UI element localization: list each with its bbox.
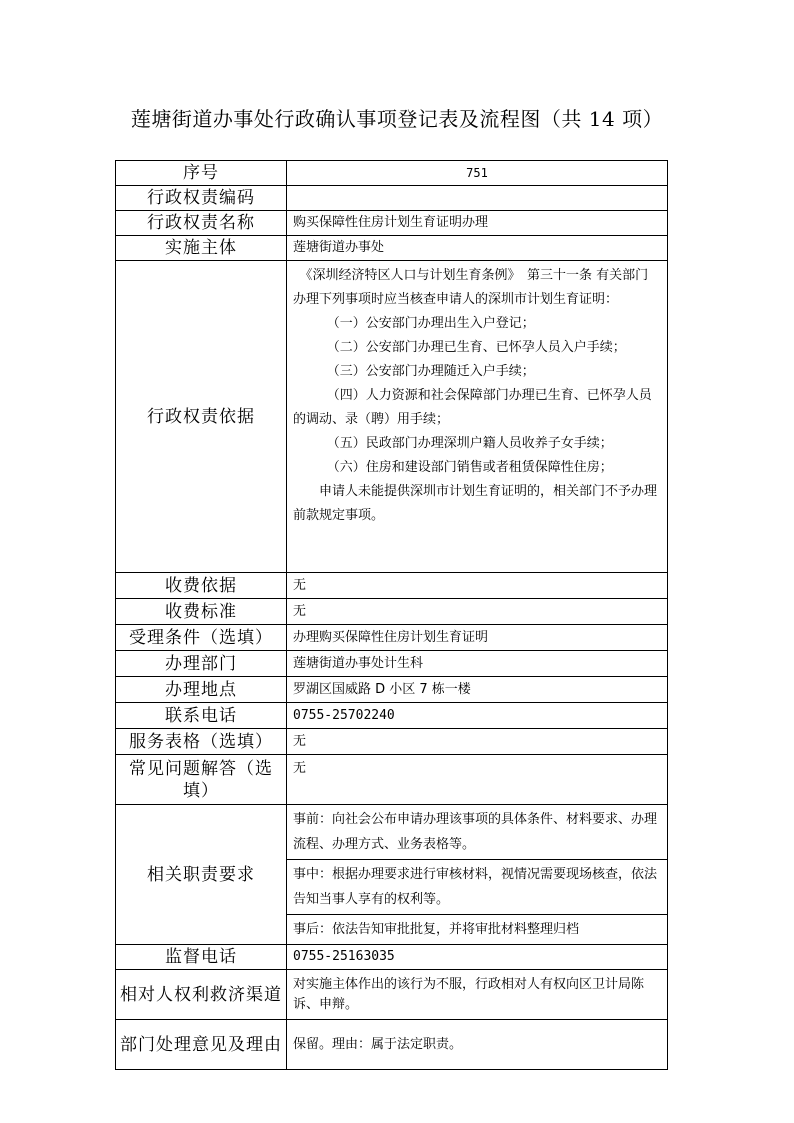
label-supervise: 监督电话: [116, 945, 287, 970]
row-phone: [116, 703, 668, 729]
value-fee-basis: 无: [287, 573, 668, 599]
row-basis: [116, 261, 668, 573]
value-dept: 莲塘街道办事处计生科: [287, 651, 668, 677]
label-forms: 服务表格（选填）: [116, 729, 287, 755]
value-duties-during: 事中：根据办理要求进行审核材料，视情况需要现场核查，依法告知当事人享有的权利等。: [287, 860, 668, 915]
basis-line-3: （二）公安部门办理已生育、已怀孕人员入户手续；: [326, 340, 626, 355]
row-fee-standard: [116, 599, 668, 625]
row-dept: [116, 651, 668, 677]
label-phone: 联系电话: [116, 703, 287, 729]
label-faq: 常见问题解答（选填）: [116, 755, 287, 805]
row-subject: [116, 236, 668, 261]
registration-table: [115, 160, 668, 1070]
value-subject: 莲塘街道办事处: [287, 236, 668, 261]
label-conditions: 受理条件（选填）: [116, 625, 287, 651]
value-conditions: 办理购买保障性住房计划生育证明: [287, 625, 668, 651]
value-basis: [287, 261, 668, 573]
value-name: 购买保障性住房计划生育证明办理: [287, 211, 668, 236]
label-seq: 序号: [116, 161, 287, 186]
row-remedy: [116, 970, 668, 1020]
value-remedy: 对实施主体作出的该行为不服，行政相对人有权向区卫计局陈诉、申辩。: [287, 970, 668, 1020]
basis-line-7: （六）住房和建设部门销售或者租赁保障性住房；: [326, 460, 613, 475]
value-code: [287, 186, 668, 211]
row-supervise: [116, 945, 668, 970]
label-opinion: 部门处理意见及理由: [116, 1020, 287, 1070]
row-duties-before: [116, 805, 668, 860]
row-forms: [116, 729, 668, 755]
basis-line-8: 申请人未能提供深圳市计划生育证明的，相关部门不予办理前款规定事项。: [293, 484, 658, 523]
row-code: [116, 186, 668, 211]
value-fee-standard: 无: [287, 599, 668, 625]
basis-line-5: （四）人力资源和社会保障部门办理已生育、已怀孕人员的调动、录（聘）用手续；: [293, 388, 652, 427]
value-supervise: 0755-25163035: [287, 945, 668, 970]
value-duties-before: 事前：向社会公布申请办理该事项的具体条件、材料要求、办理流程、办理方式、业务表格等。: [287, 805, 668, 860]
row-opinion: [116, 1020, 668, 1070]
row-seq: [116, 161, 668, 186]
label-location: 办理地点: [116, 677, 287, 703]
basis-line-1: 《深圳经济特区人口与计划生育条例》 第三十一条 有关部门办理下列事项时应当核查申请人的深圳市计划生育证明：: [293, 268, 649, 307]
value-seq: 751: [287, 161, 668, 186]
label-duties: 相关职责要求: [116, 805, 287, 945]
page-title: 莲塘街道办事处行政确认事项登记表及流程图（共 14 项）: [130, 107, 664, 131]
basis-line-4: （三）公安部门办理随迁入户手续；: [326, 364, 535, 379]
value-forms: 无: [287, 729, 668, 755]
value-location: 罗湖区国威路 D 小区 7 栋一楼: [287, 677, 668, 703]
label-fee-standard: 收费标准: [116, 599, 287, 625]
value-faq: 无: [287, 755, 668, 805]
row-conditions: [116, 625, 668, 651]
row-name: [116, 211, 668, 236]
value-duties-after: 事后：依法告知审批批复，并将审批材料整理归档: [287, 915, 668, 945]
label-remedy: 相对人权利救济渠道: [116, 970, 287, 1020]
label-subject: 实施主体: [116, 236, 287, 261]
label-name: 行政权责名称: [116, 211, 287, 236]
row-faq: [116, 755, 668, 805]
label-code: 行政权责编码: [116, 186, 287, 211]
row-fee-basis: [116, 573, 668, 599]
value-phone: 0755-25702240: [287, 703, 668, 729]
label-fee-basis: 收费依据: [116, 573, 287, 599]
basis-line-2: （一）公安部门办理出生入户登记；: [326, 316, 535, 331]
basis-line-6: （五）民政部门办理深圳户籍人员收养子女手续；: [326, 436, 613, 451]
label-basis: 行政权责依据: [116, 261, 287, 573]
label-dept: 办理部门: [116, 651, 287, 677]
value-opinion: 保留。理由：属于法定职责。: [287, 1020, 668, 1070]
row-location: [116, 677, 668, 703]
